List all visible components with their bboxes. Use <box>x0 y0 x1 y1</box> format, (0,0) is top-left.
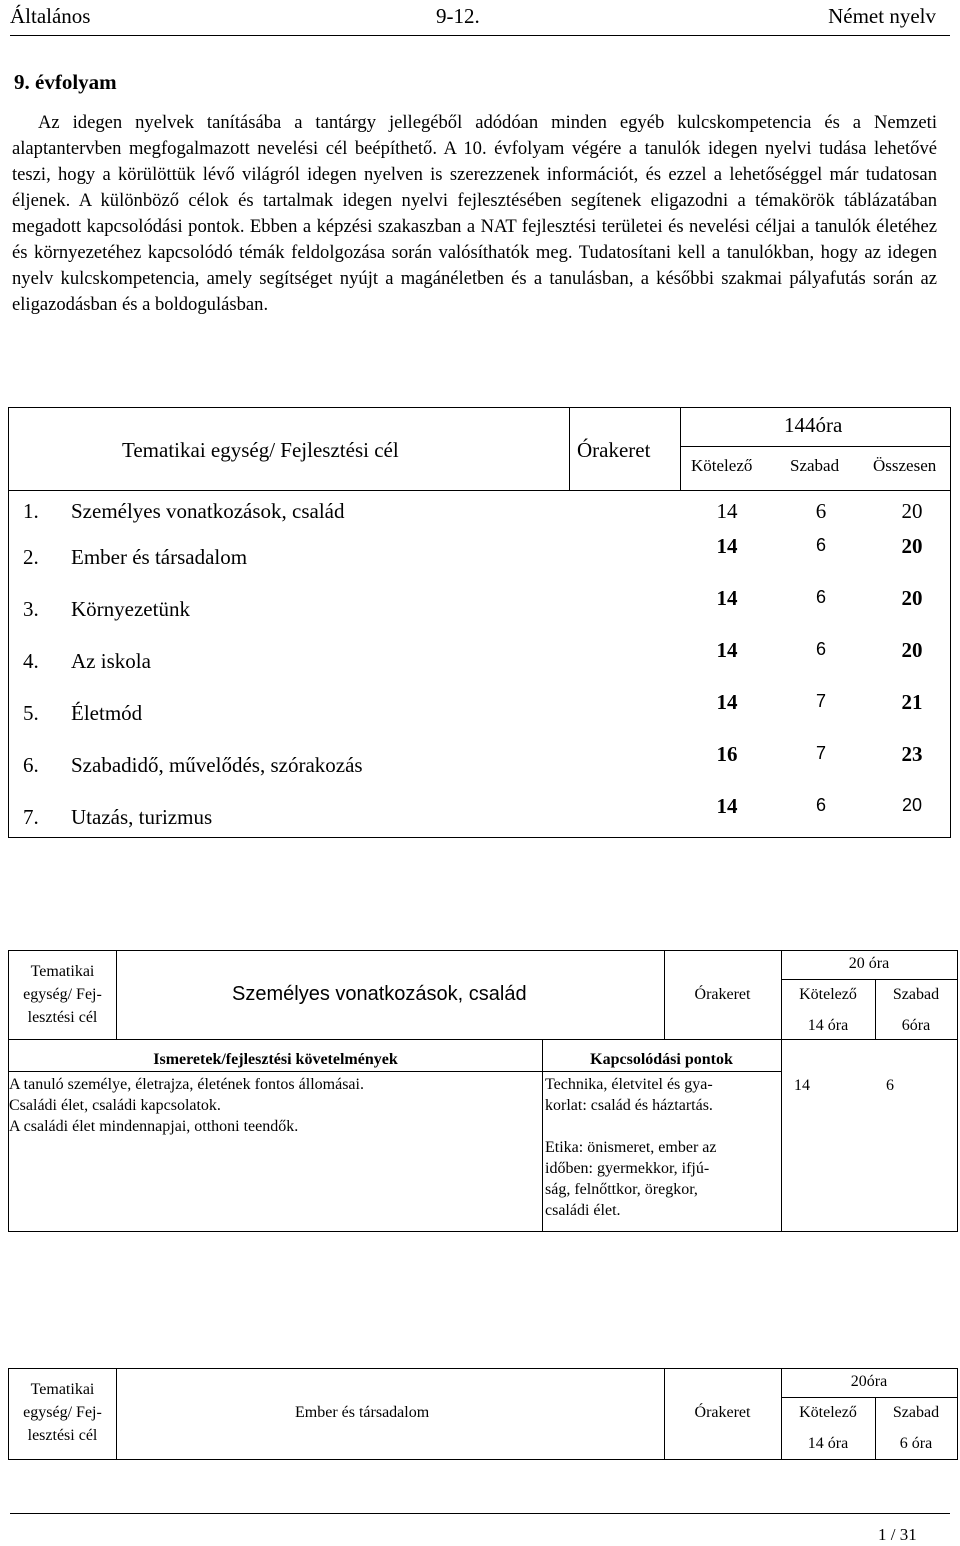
header-right: Német nyelv <box>828 4 936 28</box>
footer-rule <box>10 1513 950 1514</box>
summary-row-mandatory: 14 <box>716 499 738 523</box>
unit-label-line: egység/ Fej- <box>23 986 102 1003</box>
unit-table-family <box>8 950 958 1232</box>
unit-mandatory-label: Kötelező <box>799 1404 857 1421</box>
unit-free-hours: 6 óra <box>899 1435 933 1452</box>
summary-row-total: 21 <box>901 690 923 714</box>
summary-row-free: 6 <box>815 639 826 659</box>
unit-free-hours: 6óra <box>901 1017 931 1034</box>
summary-row-total: 20 <box>901 534 923 558</box>
summary-row-free: 7 <box>815 743 826 763</box>
links-line: ság, felnőttkor, öregkor, <box>545 1181 698 1198</box>
summary-row-mandatory: 14 <box>716 794 738 818</box>
intro-paragraph: Az idegen nyelvek tanításába a tantárgy jellegéből adódóan minden egyéb kulcskompetencia és a Nemzeti alaptantervben megfogalmazott nevelési cél beépíthető. A 10. évfolyam végére a tanulók idegen nyelvi tudása lehetővé teszi, hogy a körülöttük lévő világról idegen nyelven is szerezzenek információt, és ezzel a lehetőséggel már tudatosan éljenek. A különböző célok és tartalmak idegen nyelvi fejlesztésében segítenek eligazodni a témakörök táblázatában megadott kapcsolódási pontok. Ebben a képzési szakaszban a NAT fejlesztési területei és nevelési céljai a tanulók életéhez és környezetéhez kapcsolódó témák feldolgozása során valósíthatók meg. Tudatosítani kell a tanulókban, hogy az idegen nyelv kulcskompetencia, amely segítséget nyújt a magánéletben és a tanulásban, a későbbi szakmai pályafutás során az eligazodásban és a boldogulásban. <box>12 112 937 315</box>
summary-sub-total: Összesen <box>873 456 937 475</box>
unit-hours-label: Órakeret <box>694 986 751 1003</box>
header-center: 9-12. <box>436 4 480 28</box>
summary-row-free: 6 <box>815 587 826 607</box>
summary-row-num: 3. <box>23 597 39 621</box>
unit-label-line: Tematikai <box>30 963 95 980</box>
unit-mandatory-label: Kötelező <box>799 986 857 1003</box>
unit-mandatory-hours: 14 óra <box>807 1435 849 1452</box>
req-line: A családi élet mindennapjai, otthoni teendők. <box>9 1118 299 1135</box>
unit-total-hours: 20óra <box>850 1373 888 1390</box>
summary-row-mandatory: 14 <box>716 690 738 714</box>
summary-total-hours: 144óra <box>784 413 843 437</box>
summary-row-num: 4. <box>23 649 39 673</box>
summary-sub-free: Szabad <box>790 456 840 475</box>
summary-row-topic: Az iskola <box>71 649 151 673</box>
page-number: 1 / 31 <box>878 1525 917 1544</box>
unit-label-line: lesztési cél <box>27 1427 98 1444</box>
summary-row-total: 20 <box>901 586 923 610</box>
unit-table-society <box>8 1368 958 1460</box>
summary-row-free: 7 <box>815 691 826 711</box>
summary-row-mandatory: 14 <box>716 638 738 662</box>
summary-row-topic: Személyes vonatkozások, család <box>71 499 345 523</box>
summary-row-num: 6. <box>23 753 39 777</box>
unit-label-line: Tematikai <box>30 1381 95 1398</box>
links-line: korlat: család és háztartás. <box>545 1097 713 1114</box>
unit-total-hours: 20 óra <box>848 955 890 972</box>
links-header: Kapcsolódási pontok <box>590 1051 733 1068</box>
header-left: Általános <box>10 4 91 28</box>
summary-row-total: 20 <box>901 638 923 662</box>
links-line: időben: gyermekkor, ifjú- <box>545 1160 710 1177</box>
header-rule <box>10 35 950 36</box>
summary-row-mandatory: 14 <box>716 586 738 610</box>
unit-row-free: 6 <box>886 1077 894 1094</box>
summary-row-num: 5. <box>23 701 39 725</box>
summary-col-hours: Órakeret <box>577 438 651 462</box>
unit-title: Személyes vonatkozások, család <box>232 983 527 1005</box>
links-line: családi élet. <box>545 1202 621 1219</box>
req-line: Családi élet, családi kapcsolatok. <box>9 1097 221 1114</box>
summary-row-free: 6 <box>815 795 826 815</box>
summary-row-topic: Ember és társadalom <box>71 545 248 569</box>
req-line: A tanuló személye, életrajza, életének fontos állomásai. <box>9 1076 364 1093</box>
summary-row-free: 6 <box>815 535 826 555</box>
summary-row-num: 7. <box>23 805 39 829</box>
summary-row-num: 2. <box>23 545 39 569</box>
unit-title: Ember és társadalom <box>295 1404 430 1421</box>
summary-row-topic: Életmód <box>71 701 143 725</box>
summary-row-topic: Környezetünk <box>71 597 190 621</box>
summary-table <box>8 407 951 838</box>
links-line: Technika, életvitel és gya- <box>545 1076 713 1093</box>
summary-sub-mandatory: Kötelező <box>691 456 753 475</box>
unit-label-line: egység/ Fej- <box>23 1404 102 1421</box>
summary-row-topic: Szabadidő, művelődés, szórakozás <box>71 753 363 777</box>
unit-label-line: lesztési cél <box>27 1009 98 1026</box>
unit-free-label: Szabad <box>892 1404 940 1421</box>
summary-row-topic: Utazás, turizmus <box>71 805 213 829</box>
unit-free-label: Szabad <box>892 986 940 1003</box>
summary-row-mandatory: 16 <box>716 742 738 766</box>
summary-row-total: 20 <box>901 499 923 523</box>
links-line: Etika: önismeret, ember az <box>545 1139 717 1156</box>
unit-hours-label: Órakeret <box>694 1404 751 1421</box>
summary-row-num: 1. <box>23 499 39 523</box>
summary-row-free: 6 <box>815 499 827 523</box>
summary-row-total: 23 <box>901 742 923 766</box>
summary-col-topic: Tematikai egység/ Fejlesztési cél <box>122 438 399 462</box>
unit-row-mandatory: 14 <box>794 1077 810 1094</box>
req-header: Ismeretek/fejlesztési követelmények <box>153 1051 398 1068</box>
summary-row-mandatory: 14 <box>716 534 738 558</box>
grade-title: 9. évfolyam <box>14 70 117 94</box>
summary-row-total: 20 <box>901 795 923 815</box>
unit-mandatory-hours: 14 óra <box>807 1017 849 1034</box>
